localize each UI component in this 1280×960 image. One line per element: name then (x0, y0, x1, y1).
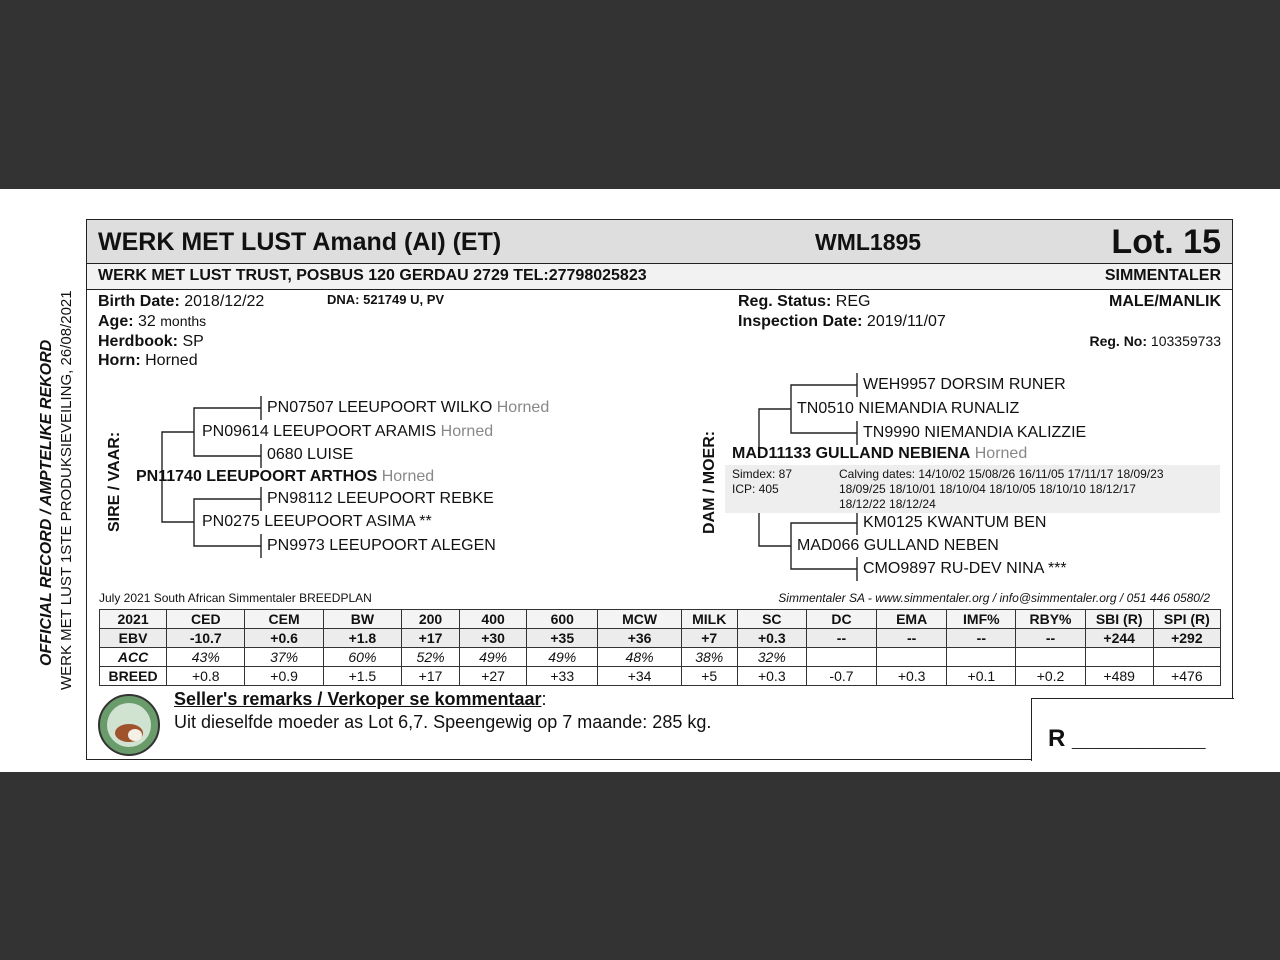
headers-cell: 600 (527, 610, 598, 629)
ebv-table (99, 609, 1221, 686)
breed-cell: +17 (402, 667, 460, 686)
ebv-cell: +35 (527, 629, 598, 648)
dam-dam-dam: CMO9897 RU-DEV NINA *** (863, 560, 1067, 577)
breed-cell: +27 (460, 667, 527, 686)
reg-status: Reg. Status: REG (738, 293, 871, 310)
acc-cell: 48% (598, 648, 681, 667)
ebv-cell: -- (1016, 629, 1085, 648)
headers-cell: SC (737, 610, 806, 629)
dam-dam-sire: KM0125 KWANTUM BEN (863, 514, 1047, 531)
breed-cell: +5 (681, 667, 737, 686)
price-field[interactable]: R __________ (1048, 725, 1206, 752)
birth-date: Birth Date: 2018/12/22 (98, 293, 265, 310)
age: Age: 32 months (98, 313, 207, 330)
breed-cell: +0.3 (737, 667, 806, 686)
headers-cell: 2021 (100, 610, 167, 629)
acc-cell: 43% (167, 648, 245, 667)
dam-sire-dam: TN9990 NIEMANDIA KALIZZIE (863, 424, 1087, 441)
acc-cell: 49% (527, 648, 598, 667)
owner-bar (87, 264, 1232, 290)
breed-cell: +1.5 (323, 667, 401, 686)
ebv-row (100, 629, 1221, 648)
breed-cell: -0.7 (806, 667, 876, 686)
acc-cell (947, 648, 1016, 667)
dam-sire-sire: WEH9957 DORSIM RUNER (863, 376, 1066, 393)
headers-cell: MCW (598, 610, 681, 629)
breed-cell: +476 (1153, 667, 1220, 686)
calving-dates-line1: Calving dates: 14/10/02 15/08/26 16/11/05 17/11/17 18/09/23 (839, 467, 1164, 481)
animal-code: WML1895 (815, 229, 922, 255)
ebv-cell: +0.6 (245, 629, 323, 648)
dam-label: DAM / MOER: (701, 430, 718, 534)
sire-sire: PN09614 LEEUPOORT ARAMIS Horned (202, 423, 494, 440)
acc-cell: 32% (737, 648, 806, 667)
breed-cell: +0.9 (245, 667, 323, 686)
acc-cell: 60% (323, 648, 401, 667)
headers-cell: BW (323, 610, 401, 629)
dna-info: DNA: 521749 U, PV (327, 292, 445, 307)
dam-sire: TN0510 NIEMANDIA RUNALIZ (797, 400, 1020, 417)
breed-cell: +489 (1085, 667, 1153, 686)
headers-cell: SBI (R) (1085, 610, 1153, 629)
ebv-cell: +36 (598, 629, 681, 648)
headers-cell: DC (806, 610, 876, 629)
headers-cell: 400 (460, 610, 527, 629)
sire-sire-dam: 0680 LUISE (267, 446, 354, 463)
acc-cell: 49% (460, 648, 527, 667)
owner-info: WERK MET LUST TRUST, POSBUS 120 GERDAU 2729 TEL:27798025823 (98, 267, 647, 284)
headers-cell: EMA (877, 610, 947, 629)
sire-label: SIRE / VAAR: (106, 431, 123, 532)
calving-dates-line2: 18/09/25 18/10/01 18/10/04 18/10/05 18/10/10 18/12/17 (839, 482, 1136, 496)
calving-dates-line3: 18/12/22 18/12/24 (839, 497, 936, 511)
headers-cell: SPI (R) (1153, 610, 1220, 629)
ebv-cell: +0.3 (737, 629, 806, 648)
reg-number: Reg. No: 103359733 (1089, 333, 1221, 349)
price-box (1031, 698, 1234, 761)
breed-cell: BREED (100, 667, 167, 686)
horn-status: Horn: Horned (98, 352, 198, 369)
ebv-cell: +17 (402, 629, 460, 648)
ebv-cell: EBV (100, 629, 167, 648)
breed-name: SIMMENTALER (1104, 267, 1221, 284)
sire-sire-sire: PN07507 LEEUPOORT WILKO Horned (267, 399, 550, 416)
ebv-cell: -- (806, 629, 876, 648)
ebv-cell: +292 (1153, 629, 1220, 648)
dam-simdex: Simdex: 87 (732, 467, 793, 481)
headers-cell: CEM (245, 610, 323, 629)
sire-dam-sire: PN98112 LEEUPOORT REBKE (267, 490, 494, 507)
acc-cell: 37% (245, 648, 323, 667)
herdbook: Herdbook: SP (98, 333, 204, 350)
ebv-cell: +244 (1085, 629, 1153, 648)
remarks-text: Uit dieselfde moeder as Lot 6,7. Speengewig op 7 maande: 285 kg. (174, 712, 712, 732)
ebv-cell: +7 (681, 629, 737, 648)
breed-cell: +34 (598, 667, 681, 686)
ebv-cell: -- (947, 629, 1016, 648)
remarks-title: Seller's remarks / Verkoper se kommentaar: (174, 689, 547, 709)
dam-dam: MAD066 GULLAND NEBEN (797, 537, 999, 554)
sire-dam: PN0275 LEEUPOORT ASIMA ** (202, 513, 432, 530)
acc-cell (877, 648, 947, 667)
acc-cell (806, 648, 876, 667)
sire-dam-dam: PN9973 LEEUPOORT ALEGEN (267, 537, 496, 554)
sex: MALE/MANLIK (1109, 293, 1221, 310)
acc-row (100, 648, 1221, 667)
ebv-cell: -10.7 (167, 629, 245, 648)
acc-cell (1016, 648, 1085, 667)
official-record-label: OFFICIAL RECORD / AMPTELIKE REKORD (38, 339, 55, 666)
acc-cell: 52% (402, 648, 460, 667)
headers-cell: RBY% (1016, 610, 1085, 629)
acc-cell (1085, 648, 1153, 667)
dam-icp: ICP: 405 (732, 482, 779, 496)
simmentaler-logo-icon (97, 693, 161, 757)
breedplan-source: July 2021 South African Simmentaler BREEDPLAN (99, 591, 372, 605)
ebv-cell: -- (877, 629, 947, 648)
inspection-date: Inspection Date: 2019/11/07 (738, 313, 946, 330)
ebv-cell: +30 (460, 629, 527, 648)
headers-cell: MILK (681, 610, 737, 629)
lot-card (86, 219, 1233, 760)
auction-label: WERK MET LUST 1STE PRODUKSIEVEILING, 26/08/2021 (58, 290, 75, 690)
headers-cell: CED (167, 610, 245, 629)
breed-cell: +0.3 (877, 667, 947, 686)
headers-cell: IMF% (947, 610, 1016, 629)
breed-cell: +0.1 (947, 667, 1016, 686)
animal-name: WERK MET LUST Amand (AI) (ET) (98, 228, 502, 256)
ebv-cell: +1.8 (323, 629, 401, 648)
dam: MAD11133 GULLAND NEBIENA Horned (732, 445, 1028, 462)
breed-cell: +33 (527, 667, 598, 686)
acc-cell: ACC (100, 648, 167, 667)
title-bar (87, 220, 1232, 264)
acc-cell (1153, 648, 1220, 667)
breed-cell: +0.8 (167, 667, 245, 686)
lot-number: Lot. 15 (1111, 223, 1221, 261)
breedplan-contact: Simmentaler SA - www.simmentaler.org / info@simmentaler.org / 051 446 0580/2 (778, 591, 1210, 605)
breed-cell: +0.2 (1016, 667, 1085, 686)
breed-row (100, 667, 1221, 686)
sire: PN11740 LEEUPOORT ARTHOS Horned (136, 468, 435, 485)
ebv-header-row (100, 610, 1221, 629)
acc-cell: 38% (681, 648, 737, 667)
headers-cell: 200 (402, 610, 460, 629)
